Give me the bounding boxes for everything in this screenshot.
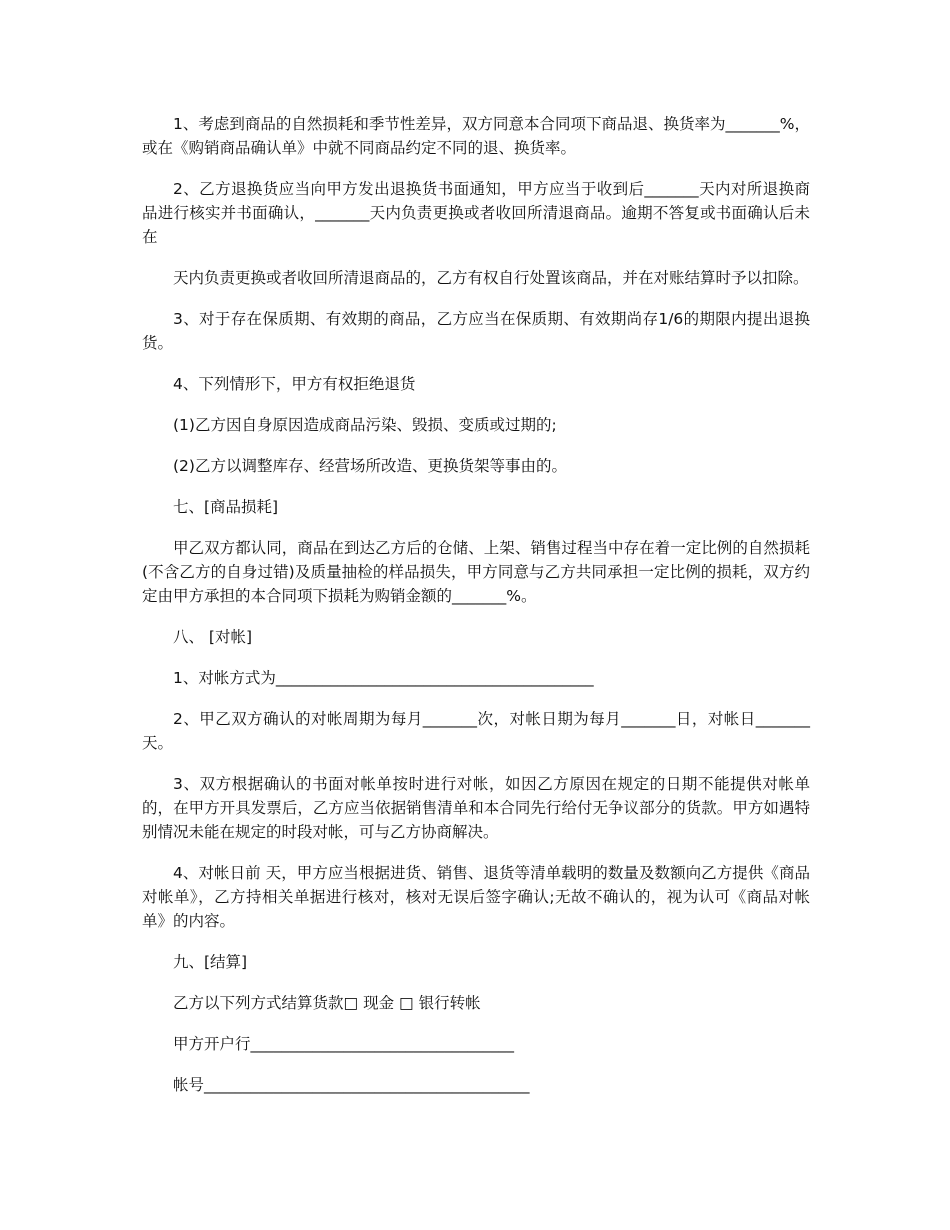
paragraph-loss-terms: 甲乙双方都认同，商品在到达乙方后的仓储、上架、销售过程当中存在着一定比例的自然损耗(不含乙方的自身过错)及质量抽检的样品损失，甲方同意与乙方共同承担一定比例的损耗，双方约定由甲方承担的本合同项下损耗为购销金额的_______%。 <box>142 539 810 605</box>
field-account-number: 帐号__________________________________________ <box>173 1076 530 1094</box>
paragraph-shelf-life: 3、对于存在保质期、有效期的商品，乙方应当在保质期、有效期尚存1/6的期限内提出退换货。 <box>142 310 810 352</box>
paragraph-return-rate: 1、考虑到商品的自然损耗和季节性差异，双方同意本合同项下商品退、换货率为_______%，或在《购销商品确认单》中就不同商品约定不同的退、换货率。 <box>142 115 810 157</box>
paragraph-reconciliation-method: 1、对帐方式为_________________________________________ <box>173 669 594 687</box>
paragraph-settlement-method: 乙方以下列方式结算货款□ 现金 □ 银行转帐 <box>173 994 481 1012</box>
paragraph-refuse-case-1: (1)乙方因自身原因造成商品污染、毁损、变质或过期的; <box>173 416 557 434</box>
paragraph-return-deadline: 天内负责更换或者收回所清退商品的，乙方有权自行处置该商品，并在对账结算时予以扣除。 <box>173 269 809 287</box>
document-body <box>142 112 810 1114</box>
section-heading-reconciliation: 八、 [对帐] <box>173 628 253 646</box>
field-bank-name: 甲方开户行__________________________________ <box>173 1035 515 1053</box>
paragraph-reconciliation-cycle: 2、甲乙双方确认的对帐周期为每月_______次，对帐日期为每月_______日，对帐日_______天。 <box>142 710 810 752</box>
paragraph-statement: 4、对帐日前 天，甲方应当根据进货、销售、退货等清单载明的数量及数额向乙方提供《商品对帐单》，乙方持相关单据进行核对，核对无误后签字确认;无故不确认的，视为认可《商品对帐单》的内容。 <box>142 864 810 930</box>
section-heading-settlement: 九、[结算] <box>173 953 248 971</box>
paragraph-refuse-case-2: (2)乙方以调整库存、经营场所改造、更换货架等事由的。 <box>173 457 567 475</box>
paragraph-reconciliation-process: 3、双方根据确认的书面对帐单按时进行对帐，如因乙方原因在规定的日期不能提供对帐单的，在甲方开具发票后，乙方应当依据销售清单和本合同先行给付无争议部分的货款。甲方如遇特别情况未能在规定的时段对帐，可与乙方协商解决。 <box>142 775 810 841</box>
paragraph-return-notice: 2、乙方退换货应当向甲方发出退换货书面通知，甲方应当于收到后_______天内对所退换商品进行核实并书面确认，_______天内负责更换或者收回所清退商品。逾期不答复或书面确认后未在 <box>142 180 810 246</box>
section-heading-loss: 七、[商品损耗] <box>173 498 279 516</box>
paragraph-refuse-return: 4、下列情形下，甲方有权拒绝退货 <box>173 375 416 393</box>
